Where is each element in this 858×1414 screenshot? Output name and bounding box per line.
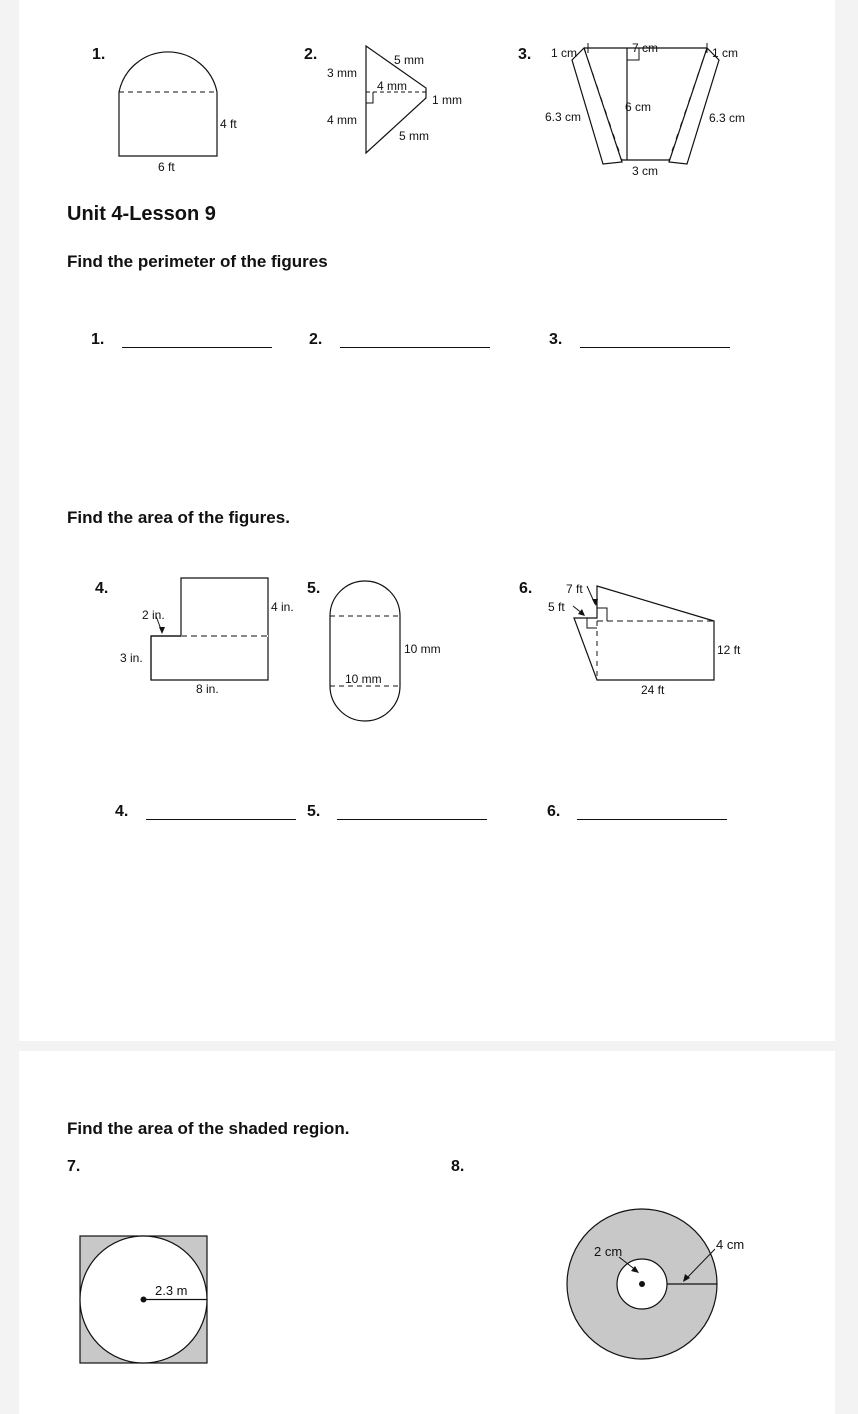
figure-2-bottom-slant-label: 5 mm bbox=[399, 129, 429, 143]
figure-8-outer-label: 4 cm bbox=[716, 1237, 745, 1252]
figure-7-drawing bbox=[80, 1236, 210, 1366]
figure-2-bottom-left-label: 4 mm bbox=[327, 113, 357, 127]
area-answer-5-label: 5. bbox=[307, 803, 321, 820]
figure-1-base-label: 6 ft bbox=[158, 160, 175, 174]
perimeter-answer-3-blank[interactable] bbox=[580, 347, 730, 348]
figure-6-top-label: 7 ft bbox=[566, 582, 583, 596]
worksheet-page-2 bbox=[19, 1051, 835, 1414]
perimeter-answer-2-label: 2. bbox=[309, 331, 323, 348]
figure-5-drawing bbox=[328, 578, 408, 728]
figure-4-bottom-label: 8 in. bbox=[196, 682, 219, 696]
figure-6-bottom-label: 24 ft bbox=[641, 683, 665, 697]
perimeter-answer-3-label: 3. bbox=[549, 331, 563, 348]
figure-4-inner-label: 2 in. bbox=[142, 608, 165, 622]
figure-5-diameter-label: 10 mm bbox=[345, 672, 382, 686]
area-answer-6-label: 6. bbox=[547, 803, 561, 820]
figure-3-top-left-label: 1 cm bbox=[551, 46, 578, 60]
perimeter-answer-1-blank[interactable] bbox=[122, 347, 272, 348]
figure-3-left-label: 6.3 cm bbox=[545, 110, 582, 124]
figure-1-side-label: 4 ft bbox=[220, 117, 237, 131]
figure-2-top-slant-label: 5 mm bbox=[394, 53, 424, 67]
figure-8-inner-radius-label: 2 cm bbox=[594, 1244, 623, 1259]
figure-4-left-label: 3 in. bbox=[120, 651, 143, 665]
figure-3-drawing bbox=[569, 40, 749, 180]
figure-7-number: 7. bbox=[67, 1158, 81, 1175]
worksheet-page-1 bbox=[19, 0, 835, 1041]
figure-3-top-right-label: 1 cm bbox=[712, 46, 739, 60]
figure-6-small-label: 5 ft bbox=[548, 600, 565, 614]
figure-2-right-label: 1 mm bbox=[432, 93, 462, 107]
perimeter-answer-2-blank[interactable] bbox=[340, 347, 490, 348]
area-answer-6-blank[interactable] bbox=[577, 819, 727, 820]
figure-6-drawing bbox=[569, 580, 739, 690]
shaded-instruction: Find the area of the shaded region. bbox=[67, 1119, 350, 1138]
figure-3-bottom-label: 3 cm bbox=[632, 164, 659, 178]
lesson-title: Unit 4-Lesson 9 bbox=[67, 203, 216, 225]
figure-6-number: 6. bbox=[519, 580, 533, 597]
area-answer-4-blank[interactable] bbox=[146, 819, 296, 820]
area-instruction: Find the area of the figures. bbox=[67, 508, 290, 527]
figure-8-drawing bbox=[567, 1209, 727, 1369]
figure-3-number: 3. bbox=[518, 46, 532, 63]
perimeter-answer-1-label: 1. bbox=[91, 331, 105, 348]
figure-1-drawing bbox=[109, 40, 249, 180]
figure-7-radius-label: 2.3 m bbox=[155, 1283, 188, 1298]
figure-5-number: 5. bbox=[307, 580, 321, 597]
figure-4-number: 4. bbox=[95, 580, 109, 597]
figure-2-inner-label: 4 mm bbox=[377, 79, 407, 93]
area-answer-4-label: 4. bbox=[115, 803, 129, 820]
figure-6-right-label: 12 ft bbox=[717, 643, 741, 657]
figure-5-height-label: 10 mm bbox=[404, 642, 441, 656]
figure-4-right-label: 4 in. bbox=[271, 600, 294, 614]
figure-3-right-label: 6.3 cm bbox=[709, 111, 746, 125]
figure-8-number: 8. bbox=[451, 1158, 465, 1175]
figure-3-top-label: 7 cm bbox=[632, 41, 659, 55]
figure-1-number: 1. bbox=[92, 46, 106, 63]
perimeter-instruction: Find the perimeter of the figures bbox=[67, 252, 328, 271]
figure-2-number: 2. bbox=[304, 46, 318, 63]
area-answer-5-blank[interactable] bbox=[337, 819, 487, 820]
figure-3-height-label: 6 cm bbox=[625, 100, 652, 114]
figure-2-top-left-label: 3 mm bbox=[327, 66, 357, 80]
